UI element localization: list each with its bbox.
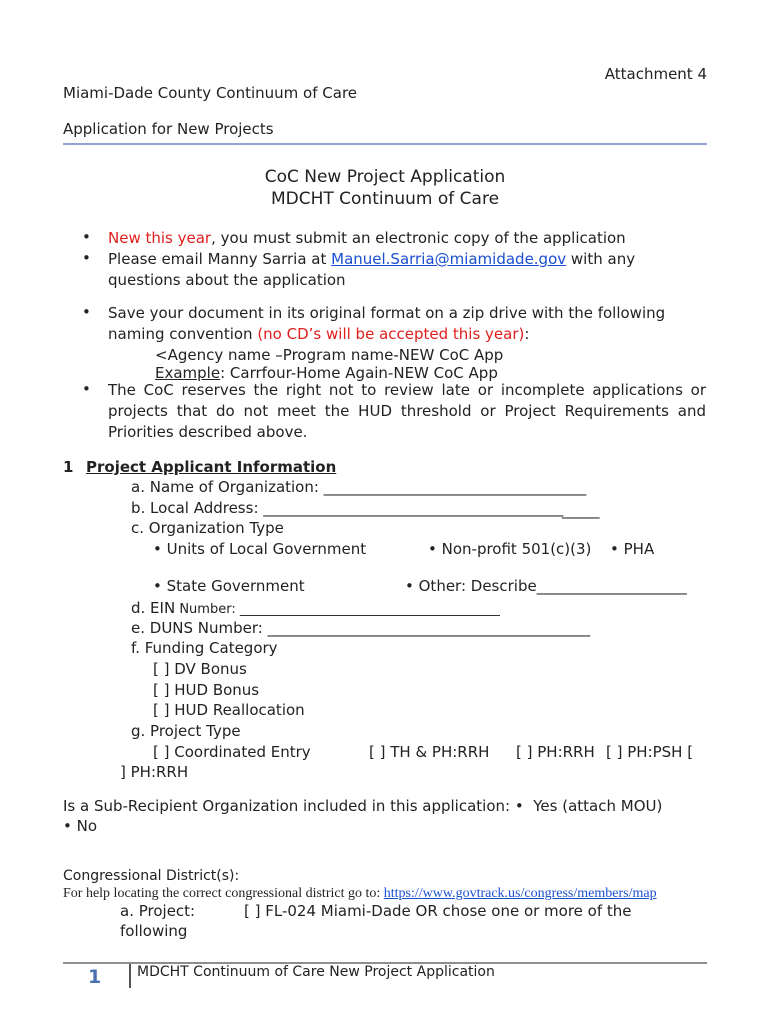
example-label: Example [155, 364, 221, 382]
instruction-text: Please email Manny Sarria at [108, 250, 332, 268]
project-district-label: a. Project: [120, 902, 196, 920]
funding-category: f. Funding Category [131, 639, 278, 657]
question-text: Is a Sub-Recipient Organization included in this application: [63, 797, 511, 815]
help-text: For help locating the correct congressional district go to: [63, 886, 384, 901]
project-type: g. Project Type [131, 722, 241, 740]
option-label: PHA [623, 540, 655, 558]
option-no[interactable]: • No [63, 817, 98, 835]
field-local-address[interactable]: b. Local Address: ________________________________________ [131, 499, 564, 517]
option-label: State Government [166, 577, 305, 595]
option-yes[interactable]: • Yes (attach MOU) [514, 797, 663, 815]
congressional-label: Congressional District(s): [63, 868, 240, 884]
instruction-text: : [524, 325, 530, 343]
email-link[interactable]: Manuel.Sarria@miamidade.gov [331, 250, 567, 268]
field-duns-number[interactable]: e. DUNS Number: ___________________________________________ [131, 619, 591, 637]
field-ein-number[interactable] [131, 598, 500, 620]
instruction-email [108, 249, 706, 291]
field-organization-type: c. Organization Type [131, 519, 284, 537]
checkbox-coordinated-entry[interactable]: [ ] Coordinated Entry [153, 743, 311, 761]
option-label: Other: Describe____________________ [418, 577, 687, 595]
instruction-late-applications: The CoC reserves the right not to review late or incomplete applications or projects that do not meet the HUD threshold or Project Requirements and Priorities described above. [108, 381, 706, 441]
govtrack-link[interactable]: https://www.govtrack.us/congress/members/map [383, 886, 657, 901]
option-label: Non-profit 501(c)(3) [441, 540, 592, 558]
new-this-year: New this year [108, 229, 212, 247]
instruction-text: Save your document in its original format on a zip drive with the following naming convention [108, 304, 666, 343]
instruction-text: with any questions about the application [108, 250, 636, 289]
naming-format: <Agency name –Program name-NEW CoC App [155, 346, 504, 364]
option-pha[interactable]: • PHA [610, 540, 655, 558]
checkbox-ph-psh[interactable]: [ ] PH:PSH [ [606, 743, 694, 761]
bullet-icon: • [82, 380, 91, 398]
instruction-text: , you must submit an electronic copy of the application [211, 229, 626, 247]
ein-blank: Number: ________________________________________ [175, 602, 500, 617]
option-state-government[interactable]: • State Government [153, 577, 305, 595]
subrecipient-question [63, 796, 662, 816]
option-local-government[interactable]: • Units of Local Government [153, 540, 367, 558]
section-number: 1 [63, 458, 74, 476]
checkbox-th-ph-rrh[interactable]: [ ] TH & PH:RRH [369, 743, 490, 761]
field-organization-name[interactable]: a. Name of Organization: ___________________________________ [131, 478, 587, 496]
instruction-electronic-copy [108, 228, 706, 249]
checkbox-fl-024[interactable]: [ ] FL-024 Miami-Dade OR chose one or more of the [244, 902, 632, 920]
bullet-icon: • [82, 249, 91, 267]
page-number: 1 [88, 966, 102, 988]
org-line: Miami-Dade County Continuum of Care [63, 84, 358, 102]
option-label: Units of Local Government [166, 540, 367, 558]
header-subtitle: Application for New Projects [63, 120, 274, 138]
checkbox-ph-rrh-wrap[interactable]: ] PH:RRH [120, 763, 189, 781]
checkbox-hud-bonus[interactable]: [ ] HUD Bonus [153, 681, 260, 699]
field-local-address-tail[interactable]: _____ [562, 501, 600, 519]
checkbox-hud-reallocation[interactable]: [ ] HUD Reallocation [153, 701, 305, 719]
bullet-icon: • [82, 228, 91, 246]
bullet-icon: • [82, 303, 91, 321]
checkbox-dv-bonus[interactable]: [ ] DV Bonus [153, 660, 247, 678]
footer-separator [129, 964, 131, 988]
option-label: Yes (attach MOU) [533, 797, 663, 815]
header-rule [63, 143, 707, 145]
page-subtitle: MDCHT Continuum of Care [270, 189, 500, 209]
footer-text: MDCHT Continuum of Care New Project Application [137, 964, 495, 980]
no-cd-warning: (no CD’s will be accepted this year) [257, 325, 525, 343]
checkbox-ph-rrh[interactable]: [ ] PH:RRH [516, 743, 595, 761]
option-nonprofit[interactable]: • Non-profit 501(c)(3) [428, 540, 592, 558]
attachment-label: Attachment 4 [604, 65, 707, 83]
instruction-save-format [108, 303, 706, 345]
example-value: : Carrfour-Home Again-NEW CoC App [220, 364, 498, 382]
page-title: CoC New Project Application [264, 167, 506, 187]
option-label: No [76, 817, 98, 835]
option-other[interactable]: • Other: Describe____________________ [405, 577, 687, 595]
section-heading: Project Applicant Information [86, 458, 337, 476]
ein-label: d. EIN [131, 599, 176, 617]
project-district-wrap: following [120, 922, 188, 940]
